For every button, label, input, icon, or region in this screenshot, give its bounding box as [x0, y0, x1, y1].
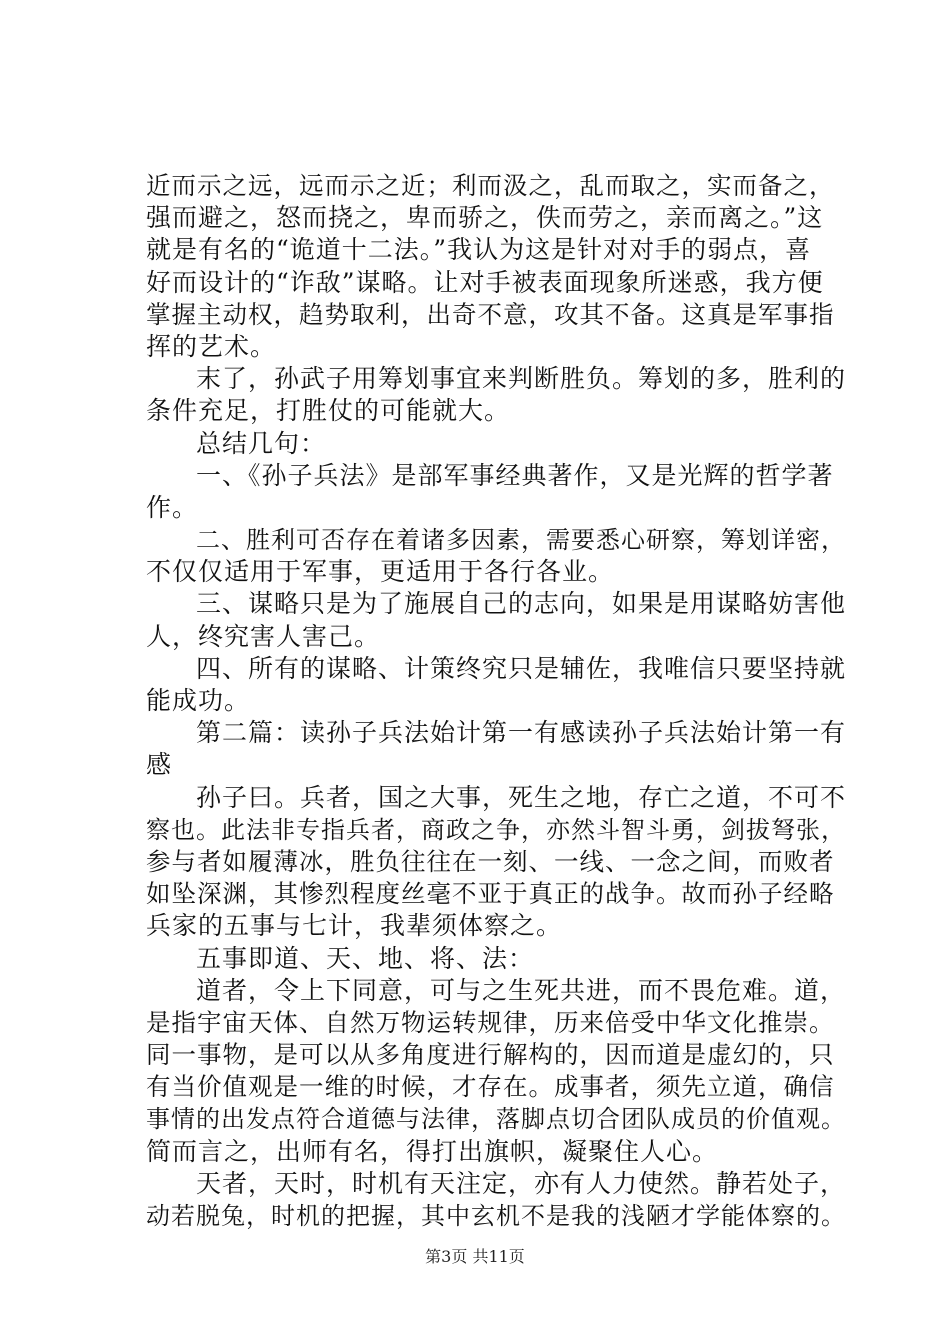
- text-line: 五事即道、天、地、将、法：: [196, 943, 535, 973]
- text-line: 感: [146, 750, 173, 780]
- text-line: 作。: [146, 492, 199, 522]
- text-line: 是指宇宙天体、自然万物运转规律，历来倍受中华文化推崇。: [146, 1007, 835, 1037]
- text-line: 有当价值观是一维的时候，才存在。成事者，须先立道，确信: [146, 1072, 835, 1102]
- text-line: 能成功。: [146, 686, 251, 715]
- body-text: [146, 170, 846, 1232]
- text-line: 末了，孙武子用筹划事宜来判断胜负。筹划的多，胜利的: [196, 364, 847, 394]
- text-line: 总结几句：: [196, 428, 327, 458]
- text-line: 天者，天时，时机有天注定，亦有人力使然。静若处子，: [196, 1168, 847, 1198]
- text-line: 三、谋略只是为了施展自己的志向，如果是用谋略妨害他: [196, 589, 847, 619]
- text-line: 人，终究害人害己。: [146, 621, 381, 651]
- text-line: 兵家的五事与七计，我辈须体察之。: [146, 911, 563, 941]
- text-line: 好而设计的“诈敌”谋略。让对手被表面现象所迷惑，我方便: [146, 267, 824, 297]
- text-line: 一、《孙子兵法》是部军事经典著作，又是光辉的哲学著: [196, 460, 834, 490]
- text-line: 同一事物，是可以从多角度进行解构的，因而道是虚幻的，只: [146, 1040, 835, 1070]
- text-line: 事情的出发点符合道德与法律，落脚点切合团队成员的价值观。: [146, 1105, 846, 1134]
- text-line: 道者，令上下同意，可与之生死共进，而不畏危难。道，: [196, 975, 847, 1005]
- text-line: 孙子曰。兵者，国之大事，死生之地，存亡之道，不可不: [196, 782, 847, 812]
- text-line: 不仅仅适用于军事，更适用于各行各业。: [146, 557, 615, 587]
- text-line: 强而避之，怒而挠之，卑而骄之，佚而劳之，亲而离之。”这: [146, 203, 824, 233]
- text-line: 挥的艺术。: [146, 331, 277, 361]
- text-line: 参与者如履薄冰，胜负往往在一刻、一线、一念之间，而败者: [146, 846, 835, 876]
- text-line: 掌握主动权，趋势取利，出奇不意，攻其不备。这真是军事指: [146, 299, 835, 329]
- text-line: 就是有名的“诡道十二法。”我认为这是针对对手的弱点，喜: [146, 235, 812, 265]
- text-line: 近而示之远，远而示之近；利而汲之，乱而取之，实而备之，: [146, 171, 835, 200]
- text-line: 如坠深渊，其惨烈程度丝毫不亚于真正的战争。故而孙子经略: [146, 879, 835, 909]
- page-footer: 第3页 共11页: [425, 1247, 525, 1266]
- text-line: 条件充足，打胜仗的可能就大。: [146, 396, 511, 426]
- text-line: 察也。此法非专指兵者，商政之争，亦然斗智斗勇，剑拔弩张，: [146, 815, 846, 844]
- text-line: 第二篇：读孙子兵法始计第一有感读孙子兵法始计第一有: [196, 718, 847, 748]
- text-line: 动若脱兔，时机的把握，其中玄机不是我的浅陋才学能体察的。: [146, 1202, 846, 1230]
- text-line: 二、胜利可否存在着诸多因素，需要悉心研察，筹划详密，: [196, 526, 846, 555]
- text-line: 简而言之，出师有名，得打出旗帜，凝聚住人心。: [146, 1136, 719, 1166]
- text-line: 四、所有的谋略、计策终究只是辅佐，我唯信只要坚持就: [196, 653, 847, 683]
